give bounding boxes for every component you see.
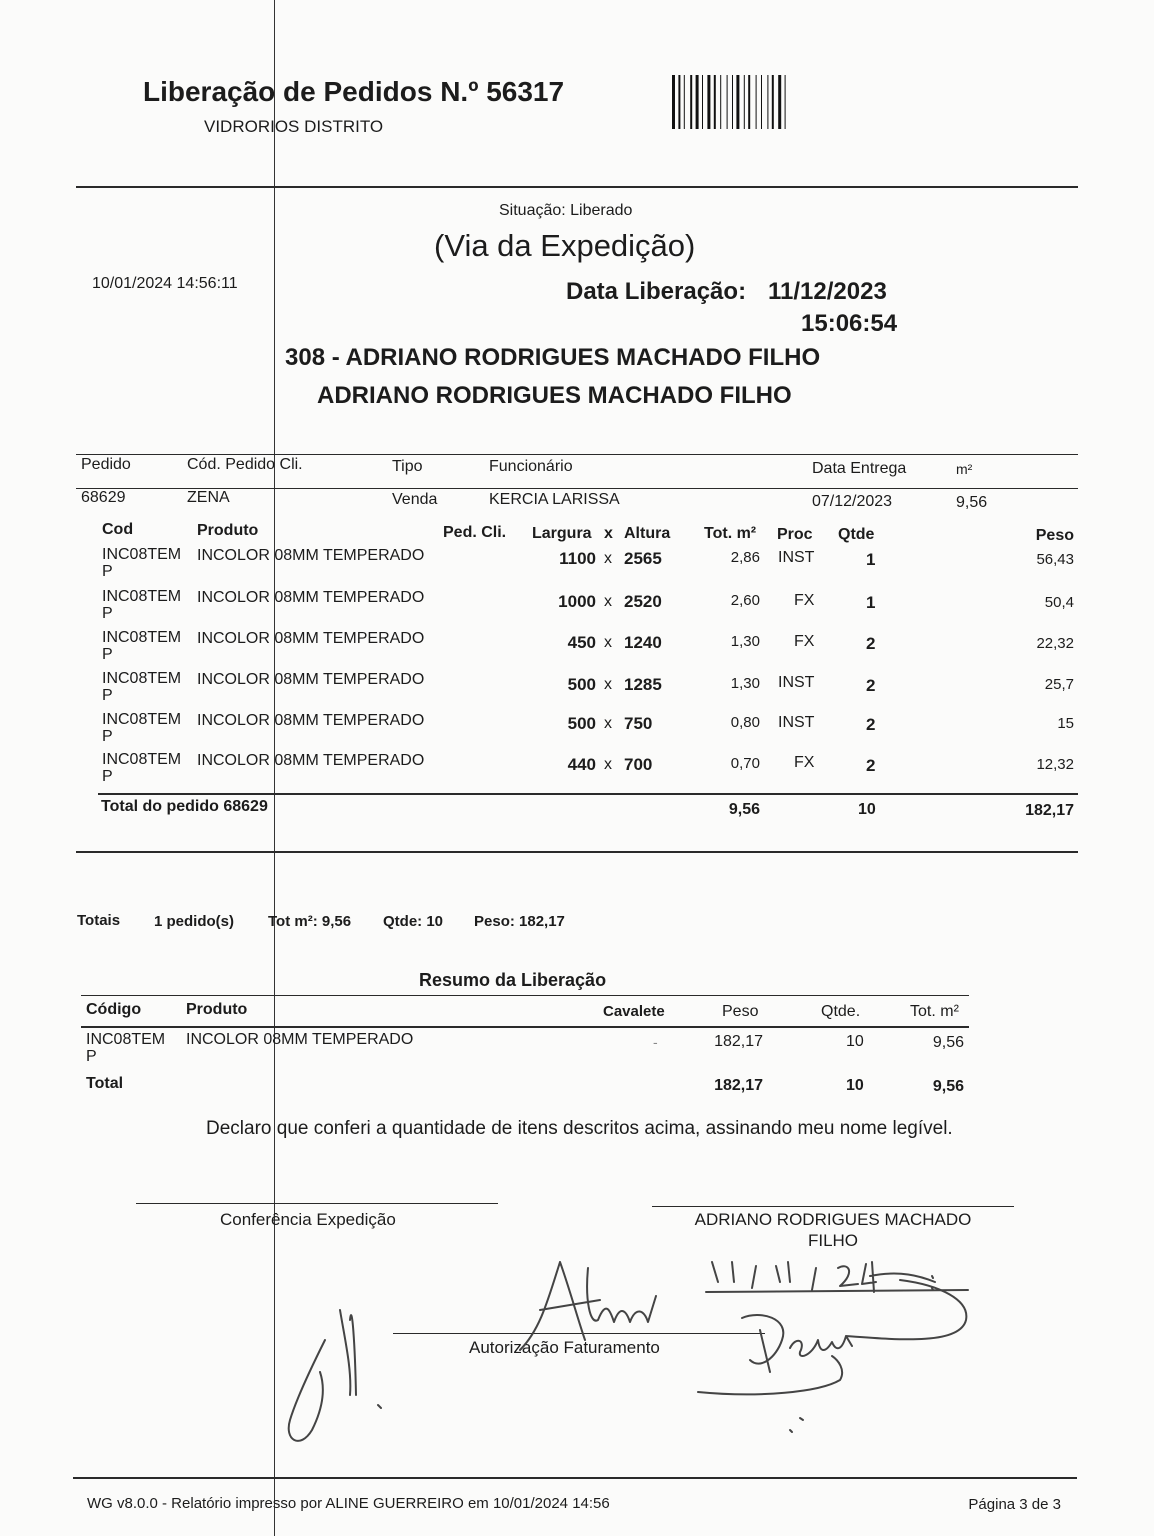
- resumo-tot-m2: 9,56: [932, 1034, 964, 1051]
- item-proc: FX: [794, 754, 815, 771]
- item-peso: 12,32: [1036, 756, 1074, 773]
- col-ped-cli: Ped. Cli.: [443, 524, 507, 541]
- item-largura: 500: [567, 675, 596, 694]
- order-total-peso: 182,17: [1025, 802, 1074, 819]
- item-qtde: 1: [866, 550, 876, 569]
- item-cod-suffix: P: [102, 687, 113, 704]
- page-title: Liberação de Pedidos N.º 56317: [143, 76, 565, 107]
- item-altura: 2565: [624, 549, 662, 568]
- order-m2: 9,56: [956, 494, 988, 511]
- totais-label: Totais: [77, 912, 121, 929]
- item-altura: 2520: [624, 592, 662, 611]
- item-altura: 700: [624, 755, 653, 774]
- order-tipo: Venda: [392, 491, 438, 508]
- order-data-entrega: 07/12/2023: [812, 493, 893, 510]
- resumo-produto: INCOLOR 08MM TEMPERADO: [186, 1031, 414, 1048]
- item-produto: INCOLOR 08MM TEMPERADO: [197, 630, 425, 647]
- resumo-total-peso: 182,17: [714, 1077, 763, 1094]
- footer-left: WG v8.0.0 - Relatório impresso por ALINE GUERREIRO em 10/01/2024 14:56: [87, 1495, 610, 1512]
- situacao: Situação: Liberado: [499, 202, 633, 219]
- item-altura: 1240: [624, 633, 662, 652]
- resumo-col-qtde: Qtde.: [821, 1003, 861, 1020]
- order-total-m2: 9,56: [728, 801, 760, 818]
- item-cod: INC08TEM: [102, 670, 182, 687]
- resumo-col-cavalete: Cavalete: [603, 1003, 665, 1020]
- signature-label-client-2: FILHO: [807, 1231, 859, 1250]
- via-label: (Via da Expedição): [434, 228, 696, 263]
- totais-peso: Peso: 182,17: [474, 913, 565, 930]
- item-largura: 1100: [559, 549, 596, 568]
- item-peso: 25,7: [1044, 676, 1074, 693]
- item-x: x: [604, 550, 612, 567]
- item-proc: INST: [778, 549, 815, 566]
- client-line-1: 308 - ADRIANO RODRIGUES MACHADO FILHO: [285, 344, 821, 371]
- item-x: x: [604, 634, 612, 651]
- item-peso: 56,43: [1036, 551, 1074, 568]
- resumo-cod: INC08TEM: [86, 1031, 166, 1048]
- col-altura: Altura: [624, 525, 671, 542]
- item-qtde: 2: [866, 715, 876, 734]
- item-cod-suffix: P: [102, 563, 113, 580]
- resumo-col-tot-m2: Tot. m²: [910, 1003, 959, 1020]
- item-peso: 15: [1057, 715, 1074, 732]
- col-tot-m2: Tot. m²: [704, 525, 757, 542]
- item-cod: INC08TEM: [102, 711, 182, 728]
- item-cod: INC08TEM: [102, 629, 182, 646]
- item-qtde: 2: [866, 756, 876, 775]
- resumo-col-peso: Peso: [722, 1003, 759, 1020]
- item-tot-m2: 0,70: [730, 755, 760, 772]
- order-funcionario: KERCIA LARISSA: [489, 491, 620, 508]
- footer-page: Página 3 de 3: [968, 1496, 1061, 1513]
- item-altura: 750: [624, 714, 653, 733]
- item-tot-m2: 1,30: [730, 675, 760, 692]
- resumo-col-codigo: Código: [86, 1001, 142, 1018]
- item-produto: INCOLOR 08MM TEMPERADO: [197, 712, 425, 729]
- item-largura: 1000: [558, 592, 596, 611]
- divider: [73, 1477, 1077, 1479]
- item-proc: FX: [794, 633, 815, 650]
- col-funcionario: Funcionário: [489, 458, 573, 475]
- order-total-qtde: 10: [858, 801, 876, 818]
- item-produto: INCOLOR 08MM TEMPERADO: [197, 589, 425, 606]
- item-tot-m2: 2,86: [730, 549, 760, 566]
- item-altura: 1285: [624, 675, 662, 694]
- col-qtde: Qtde: [838, 526, 875, 543]
- item-proc: FX: [794, 592, 815, 609]
- item-x: x: [604, 715, 612, 732]
- company-name: VIDRORIOS DISTRITO: [204, 117, 384, 136]
- col-peso: Peso: [1035, 527, 1074, 544]
- item-tot-m2: 0,80: [730, 714, 760, 731]
- item-proc: INST: [778, 714, 815, 731]
- resumo-col-produto: Produto: [186, 1001, 248, 1018]
- item-qtde: 2: [866, 634, 876, 653]
- item-peso: 50,4: [1044, 594, 1074, 611]
- client-line-2: ADRIANO RODRIGUES MACHADO FILHO: [317, 382, 792, 409]
- resumo-qtde: 10: [846, 1033, 864, 1050]
- resumo-cod-suffix: P: [86, 1048, 97, 1065]
- resumo-total-tot-m2: 9,56: [932, 1078, 964, 1095]
- data-liberacao-label: Data Liberação:: [566, 278, 747, 305]
- order-pedido: 68629: [81, 489, 126, 506]
- resumo-title: Resumo da Liberação: [419, 970, 607, 990]
- col-cod: Cod: [102, 521, 134, 538]
- resumo-total-qtde: 10: [846, 1077, 864, 1094]
- item-tot-m2: 1,30: [730, 633, 760, 650]
- data-liberacao-date: 11/12/2023: [768, 278, 887, 305]
- signature-label-autorizacao: Autorização Faturamento: [469, 1338, 660, 1357]
- resumo-peso: 182,17: [714, 1033, 763, 1050]
- item-cod-suffix: P: [102, 646, 113, 663]
- item-cod-suffix: P: [102, 728, 113, 745]
- col-cod-pedido-cli: Cód. Pedido Cli.: [187, 456, 303, 473]
- item-proc: INST: [778, 674, 815, 691]
- item-produto: INCOLOR 08MM TEMPERADO: [197, 547, 425, 564]
- item-cod: INC08TEM: [102, 751, 182, 768]
- col-largura: Largura: [532, 525, 592, 542]
- item-largura: 500: [567, 714, 596, 733]
- item-x: x: [604, 756, 612, 773]
- signature-label-client: ADRIANO RODRIGUES MACHADO: [694, 1210, 972, 1229]
- col-data-entrega: Data Entrega: [812, 460, 907, 477]
- col-x: x: [604, 525, 613, 542]
- item-peso: 22,32: [1036, 635, 1074, 652]
- item-qtde: 2: [866, 676, 876, 695]
- item-tot-m2: 2,60: [730, 592, 760, 609]
- print-datetime: 10/01/2024 14:56:11: [92, 275, 238, 292]
- item-cod: INC08TEM: [102, 588, 182, 605]
- item-largura: 450: [567, 633, 596, 652]
- item-largura: 440: [567, 755, 596, 774]
- data-liberacao-time: 15:06:54: [801, 310, 898, 337]
- signature-label-conferencia: Conferência Expedição: [220, 1210, 396, 1229]
- totais-tot-m2: Tot m²: 9,56: [268, 913, 352, 930]
- item-x: x: [604, 676, 612, 693]
- totais-pedidos: 1 pedido(s): [154, 913, 235, 930]
- item-x: x: [604, 593, 612, 610]
- totais-qtde: Qtde: 10: [383, 913, 444, 930]
- resumo-total-label: Total: [86, 1075, 124, 1092]
- declaration: Declaro que conferi a quantidade de itens descritos acima, assinando meu nome legível.: [206, 1118, 953, 1139]
- item-produto: INCOLOR 08MM TEMPERADO: [197, 671, 425, 688]
- col-pedido: Pedido: [81, 456, 131, 473]
- resumo-cavalete: -: [653, 1034, 658, 1050]
- item-qtde: 1: [866, 593, 876, 612]
- item-cod: INC08TEM: [102, 546, 182, 563]
- order-cod-pedido-cli: ZENA: [187, 489, 230, 506]
- col-produto: Produto: [197, 522, 259, 539]
- item-cod-suffix: P: [102, 605, 113, 622]
- col-proc: Proc: [777, 526, 813, 543]
- order-total-label: Total do pedido 68629: [101, 798, 268, 815]
- col-tipo: Tipo: [392, 458, 423, 475]
- col-m2: m²: [956, 461, 973, 477]
- item-cod-suffix: P: [102, 768, 113, 785]
- item-produto: INCOLOR 08MM TEMPERADO: [197, 752, 425, 769]
